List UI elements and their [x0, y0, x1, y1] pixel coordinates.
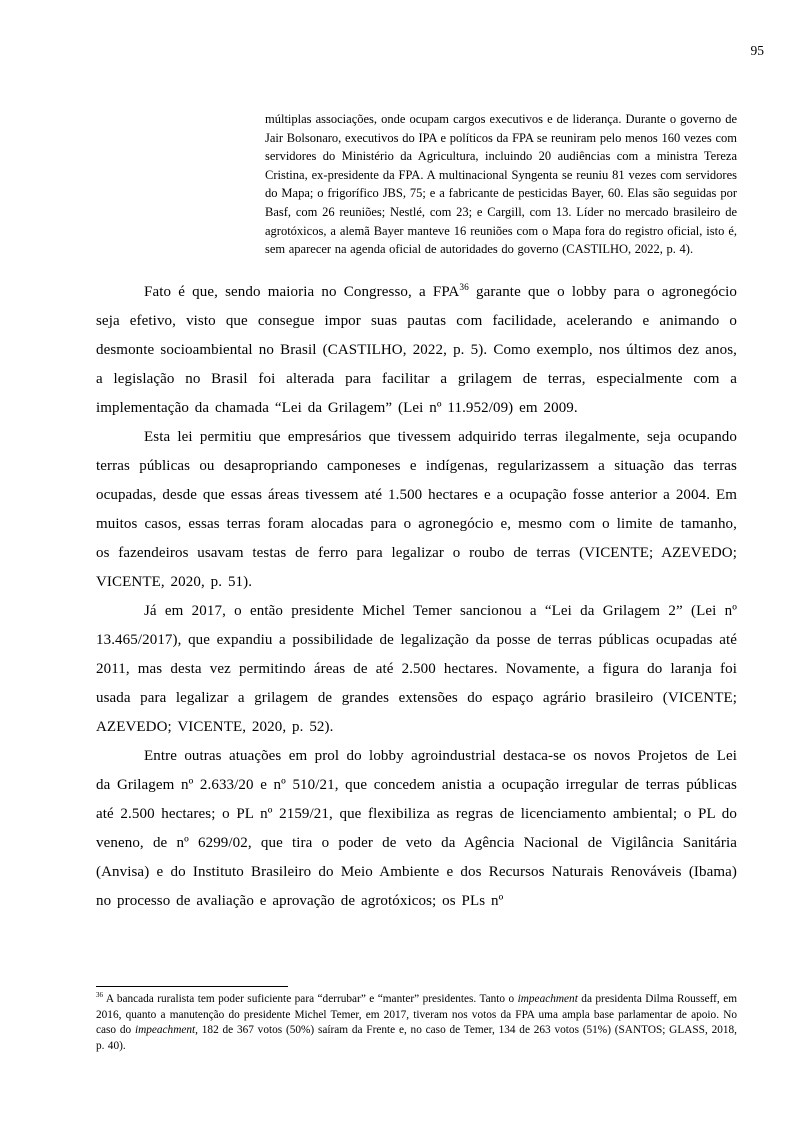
body-paragraph-2: Esta lei permitiu que empresários que tivessem adquirido terras ilegalmente, seja ocupando terras públicas ou desapropriando camponeses e indígenas, regularizassem a situação das terras ocupadas, desde que essas áreas tivessem até 1.500 hectares e a ocupação fosse anterior a 2004. Em muitos casos, essas terras foram alocadas para o agronegócio e, mesmo com o limite de tamanho, os fazendeiros usavam testas de ferro para legalizar o roubo de terras (VICENTE; AZEVEDO; VICENTE, 2020, p. 51).: [96, 428, 737, 590]
block-quote: múltiplas associações, onde ocupam cargos executivos e de liderança. Durante o governo de Jair Bolsonaro, executivos do IPA e políticos da FPA se reuniram pelo menos 160 vezes com servidores do Ministério da Agricultura, incluindo 20 audiências com a ministra Tereza Cristina, ex-presidente da FPA. A multinacional Syngenta se reuniu 81 vezes com servidores do Mapa; o frigorífico JBS, 75; e a fabricante de pesticidas Bayer, 60. Elas são seguidas por Basf, com 26 reuniões; Nestlé, com 23; e Cargill, com 13. Líder no mercado brasileiro de agrotóxicos, a alemã Bayer manteve 16 reuniões com o Mapa fora do registro oficial, isto é, sem aparecer na agenda oficial de autoridades do governo (CASTILHO, 2022, p. 4).: [265, 112, 737, 257]
footnote-text: $^{36}$ A bancada ruralista tem poder suficiente para “derrubar” e “manter” presidentes. Tanto o impeachment da presidenta Dilma Rousseff, em 2016, quanto a manutenção do presidente Michel Temer, em 2017, tiveram nos votos da FPA uma ampla base parlamentar de apoio. No caso do impeachment, 182 de 367 votos (50%) saíram da Frente e, no caso de Temer, 134 de 263 votos (51%) (SANTOS; GLASS, 2018, p. 40).: [96, 991, 738, 1052]
footnote-block: [96, 986, 737, 1054]
body-text: [96, 278, 737, 916]
page-content: [96, 0, 737, 916]
body-paragraph-3: Já em 2017, o então presidente Michel Temer sancionou a “Lei da Grilagem 2” (Lei nº 13.465/2017), que expandiu a possibilidade de legalização da posse de terras públicas ocupadas até 2011, mas desta vez permitindo áreas de até 2.500 hectares. Novamente, a figura do laranja foi usada para legalizar a grilagem de grandes extensões do espaço agrário brasileiro (VICENTE; AZEVEDO; VICENTE, 2020, p. 52).: [96, 602, 737, 735]
footnote-separator: [96, 986, 288, 987]
page-number: 95: [750, 43, 764, 58]
body-paragraph-4: Entre outras atuações em prol do lobby agroindustrial destaca-se os novos Projetos de Lei da Grilagem nº 2.633/20 e nº 510/21, que concedem anistia a ocupação irregular de terras públicas até 2.500 hectares; o PL nº 2159/21, que flexibiliza as regras de licenciamento ambiental; o PL do veneno, de nº 6299/02, que tira o poder de veto da Agência Nacional de Vigilância Sanitária (Anvisa) e do Instituto Brasileiro do Meio Ambiente e dos Recursos Naturais Renováveis (Ibama) no processo de avaliação e aprovação de agrotóxicos; os PLs nº: [96, 747, 737, 909]
body-paragraph-1: Fato é que, sendo maioria no Congresso, a FPA$^{36}$ garante que o lobby para o agronegócio seja efetivo, visto que consegue impor suas pautas com facilidade, acelerando e animando o desmonte socioambiental no Brasil (CASTILHO, 2022, p. 5). Como exemplo, nos últimos dez anos, a legislação no Brasil foi alterada para facilitar a grilagem de terras, especialmente com a implementação da chamada “Lei da Grilagem” (Lei nº 11.952/09) em 2009.: [96, 282, 738, 416]
